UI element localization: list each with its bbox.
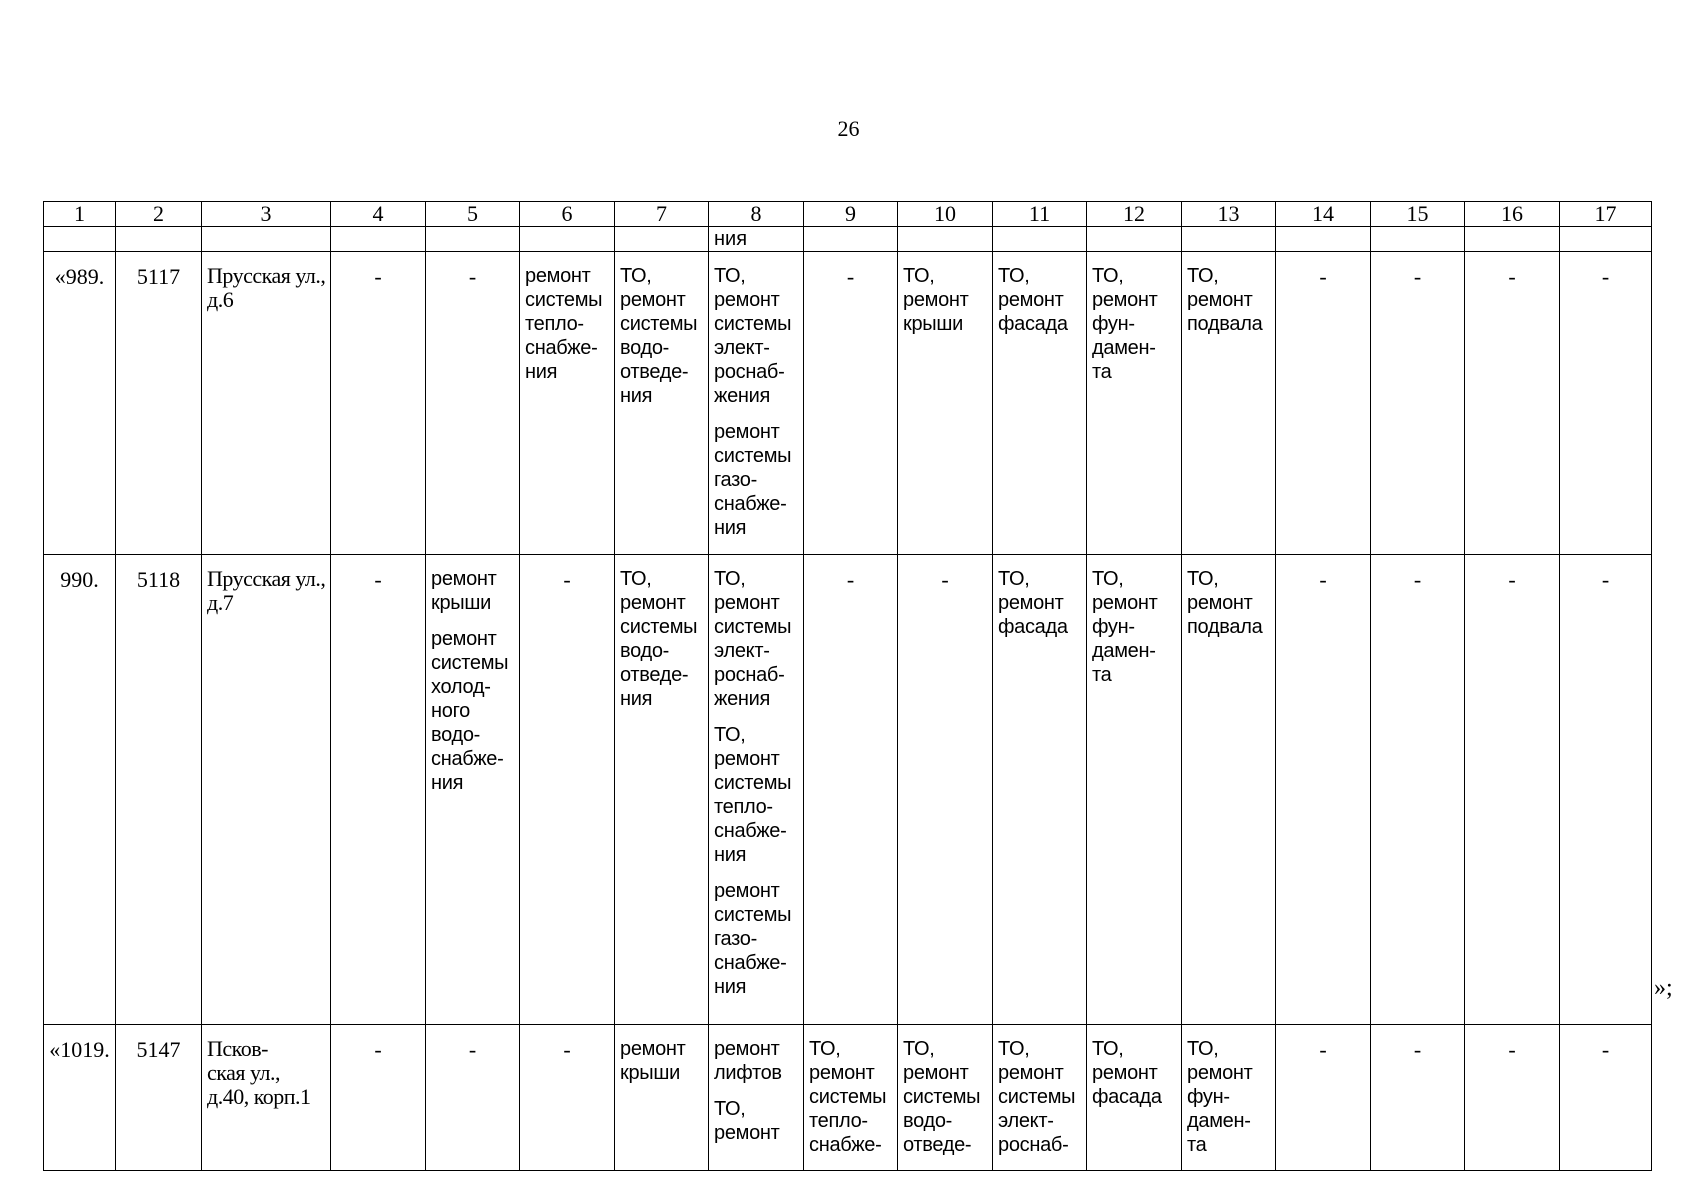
works-cell (1087, 555, 1182, 1025)
work-item: ТО, ремонт системы элект- роснаб- жения (714, 265, 792, 407)
works-cell (993, 555, 1087, 1025)
works-cell (709, 252, 804, 555)
empty-value: - (1276, 1025, 1371, 1171)
empty-value: - (1560, 1025, 1652, 1171)
works-cell (615, 252, 709, 555)
work-item: ремонт крыши (620, 1038, 686, 1084)
empty-value: - (1371, 555, 1465, 1025)
column-number: 8 (709, 202, 804, 227)
empty-value: - (898, 555, 993, 1025)
column-number: 1 (44, 202, 116, 227)
empty-value: - (426, 1025, 520, 1171)
column-number: 9 (804, 202, 898, 227)
work-item: ремонт крыши (431, 568, 497, 614)
work-item: ТО, ремонт системы элект- роснаб- (998, 1038, 1076, 1156)
work-item: ТО, ремонт системы тепло- снабже- (809, 1038, 887, 1156)
empty-value: - (1276, 555, 1371, 1025)
building-code: 5117 (116, 252, 202, 555)
row-number: «989. (44, 252, 116, 555)
empty-value: - (426, 252, 520, 555)
column-number: 12 (1087, 202, 1182, 227)
closing-quote: »; (1654, 975, 1673, 1001)
work-item: ремонт системы газо- снабже- ния (714, 880, 792, 998)
row-number: 990. (44, 555, 116, 1025)
works-cell (615, 1025, 709, 1171)
work-item: ремонт системы газо- снабже- ния (714, 421, 792, 539)
continuation-row (44, 227, 1652, 252)
address: Прусская ул., д.6 (202, 252, 331, 555)
works-cell (426, 555, 520, 1025)
works-cell (1182, 252, 1276, 555)
works-cell (993, 252, 1087, 555)
table-row (44, 1025, 1652, 1171)
empty-value: - (1465, 555, 1560, 1025)
page-number: 26 (837, 116, 860, 141)
work-item: ТО, ремонт системы водо- отведе- (903, 1038, 981, 1156)
empty-value: - (331, 1025, 426, 1171)
building-code: 5147 (116, 1025, 202, 1171)
work-item: ТО, ремонт системы тепло- снабже- ния (714, 724, 792, 866)
empty-value: - (520, 555, 615, 1025)
works-cell (709, 555, 804, 1025)
column-number: 13 (1182, 202, 1276, 227)
empty-value: - (331, 555, 426, 1025)
works-cell (615, 555, 709, 1025)
works-cell (993, 1025, 1087, 1171)
column-number: 11 (993, 202, 1087, 227)
work-item: ТО, ремонт системы водо- отведе- ния (620, 265, 698, 407)
column-number: 10 (898, 202, 993, 227)
empty-value: - (804, 555, 898, 1025)
empty-value: - (520, 1025, 615, 1171)
column-number: 16 (1465, 202, 1560, 227)
column-number: 7 (615, 202, 709, 227)
empty-value: - (1371, 252, 1465, 555)
work-item: ТО, ремонт подвала (1187, 568, 1263, 638)
works-cell (804, 1025, 898, 1171)
table-row (44, 555, 1652, 1025)
address: Прусская ул., д.7 (202, 555, 331, 1025)
empty-value: - (1560, 555, 1652, 1025)
work-item: ТО, ремонт фасада (998, 568, 1068, 638)
works-cell (898, 1025, 993, 1171)
work-item: ТО, ремонт фасада (1092, 1038, 1162, 1108)
column-numbers-row (44, 202, 1652, 227)
works-cell (1087, 252, 1182, 555)
building-code: 5118 (116, 555, 202, 1025)
work-item: ТО, ремонт подвала (1187, 265, 1263, 335)
works-cell (1182, 555, 1276, 1025)
column-number: 4 (331, 202, 426, 227)
work-item: ТО, ремонт фун- дамен- та (1187, 1038, 1253, 1156)
empty-value: - (1276, 252, 1371, 555)
column-number: 17 (1560, 202, 1652, 227)
column-number: 15 (1371, 202, 1465, 227)
repair-schedule-table (43, 201, 1652, 1171)
works-cell (520, 252, 615, 555)
work-item: ТО, ремонт (714, 1098, 780, 1144)
column-number: 6 (520, 202, 615, 227)
work-item: ремонт лифтов (714, 1038, 782, 1084)
work-item: ТО, ремонт системы водо- отведе- ния (620, 568, 698, 710)
continued-text: ния (709, 227, 804, 252)
work-item: ТО, ремонт фун- дамен- та (1092, 265, 1158, 383)
column-number: 5 (426, 202, 520, 227)
empty-value: - (1371, 1025, 1465, 1171)
work-item: ТО, ремонт крыши (903, 265, 969, 335)
work-item: ТО, ремонт фасада (998, 265, 1068, 335)
work-item: ТО, ремонт фун- дамен- та (1092, 568, 1158, 686)
works-cell (1182, 1025, 1276, 1171)
work-item: ремонт системы холод- ного водо- снабже- ния (431, 628, 509, 794)
work-item: ремонт системы тепло- снабже- ния (525, 265, 603, 383)
work-item: ТО, ремонт системы элект- роснаб- жения (714, 568, 792, 710)
works-cell (898, 252, 993, 555)
column-number: 2 (116, 202, 202, 227)
empty-value: - (1560, 252, 1652, 555)
column-number: 3 (202, 202, 331, 227)
table-row (44, 252, 1652, 555)
works-cell (709, 1025, 804, 1171)
empty-value: - (331, 252, 426, 555)
address: Псков- ская ул., д.40, корп.1 (202, 1025, 331, 1171)
empty-value: - (1465, 252, 1560, 555)
row-number: «1019. (44, 1025, 116, 1171)
column-number: 14 (1276, 202, 1371, 227)
table-body (44, 252, 1652, 1171)
empty-value: - (804, 252, 898, 555)
empty-value: - (1465, 1025, 1560, 1171)
works-cell (1087, 1025, 1182, 1171)
